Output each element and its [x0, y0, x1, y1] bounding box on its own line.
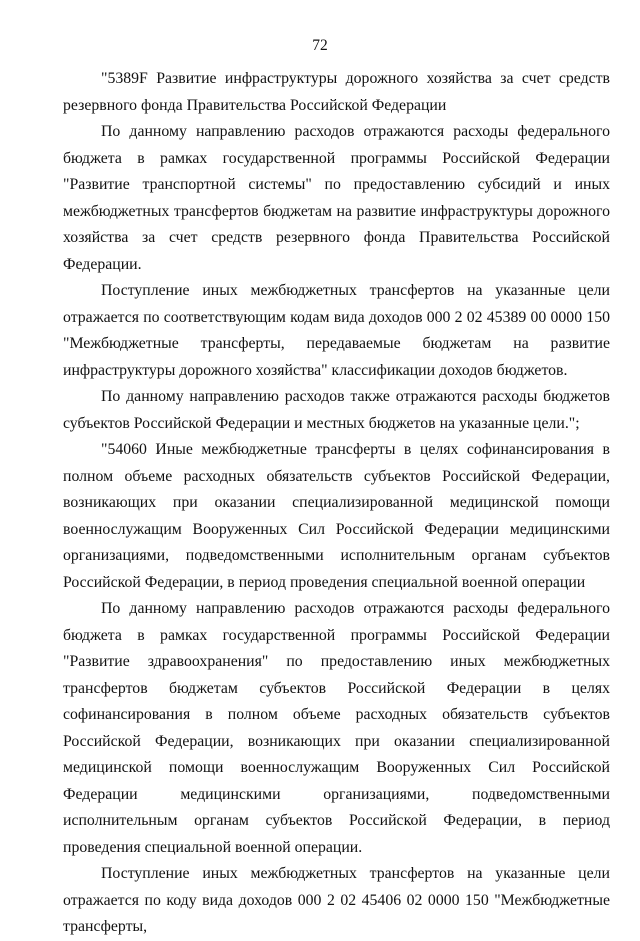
paragraph-5389f-heading: "5389F Развитие инфраструктуры дорожного хозяйства за счет средств резервного фонда Правительства Российской Федерации: [63, 70, 610, 114]
paragraph-5389f-regional: По данному направлению расходов также отражаются расходы бюджетов субъектов Российской Федерации и местных бюджетов на указанные цели.";: [63, 388, 610, 432]
page-number: 72: [312, 37, 328, 54]
paragraph-54060-income: Поступление иных межбюджетных трансфертов на указанные цели отражается по коду вида доходов 000 2 02 45406 02 0000 150 "Межбюджетные трансферты,: [63, 865, 610, 935]
document-body: [63, 66, 610, 941]
paragraph-5389f-expenses: По данному направлению расходов отражаются расходы федерального бюджета в рамках государственной программы Российской Федерации "Развитие транспортной системы" по предоставлению субсидий и иных межбюджетных трансфертов бюджетам на развитие инфраструктуры дорожного хозяйства за счет средств резервного фонда Правительства Российской Федерации.: [63, 123, 610, 273]
paragraph-5389f-income: Поступление иных межбюджетных трансфертов на указанные цели отражается по соответствующим кодам вида доходов 000 2 02 45389 00 0000 150 "Межбюджетные трансферты, передаваемые бюджетам на развитие инфраструктуры дорожного хозяйства" классификации доходов бюджетов.: [63, 282, 610, 379]
paragraph-54060-heading: "54060 Иные межбюджетные трансферты в целях софинансирования в полном объеме расходных обязательств субъектов Российской Федерации, возникающих при оказании специализированной медицинской помощи военнослужащим Вооруженных Сил Российской Федерации медицинскими организациями, подведомственными исполнительным органам субъектов Российской Федерации, в период проведения специальной военной операции: [63, 441, 610, 591]
paragraph-54060-expenses: По данному направлению расходов отражаются расходы федерального бюджета в рамках государственной программы Российской Федерации "Развитие здравоохранения" по предоставлению иных межбюджетных трансфертов бюджетам субъектов Российской Федерации в целях софинансирования в полном объеме расходных обязательств субъектов Российской Федерации, возникающих при оказании специализированной медицинской помощи военнослужащим Вооруженных Сил Российской Федерации медицинскими организациями, подведомственными исполнительным органам субъектов Российской Федерации, в период проведения специальной военной операции.: [63, 600, 610, 856]
